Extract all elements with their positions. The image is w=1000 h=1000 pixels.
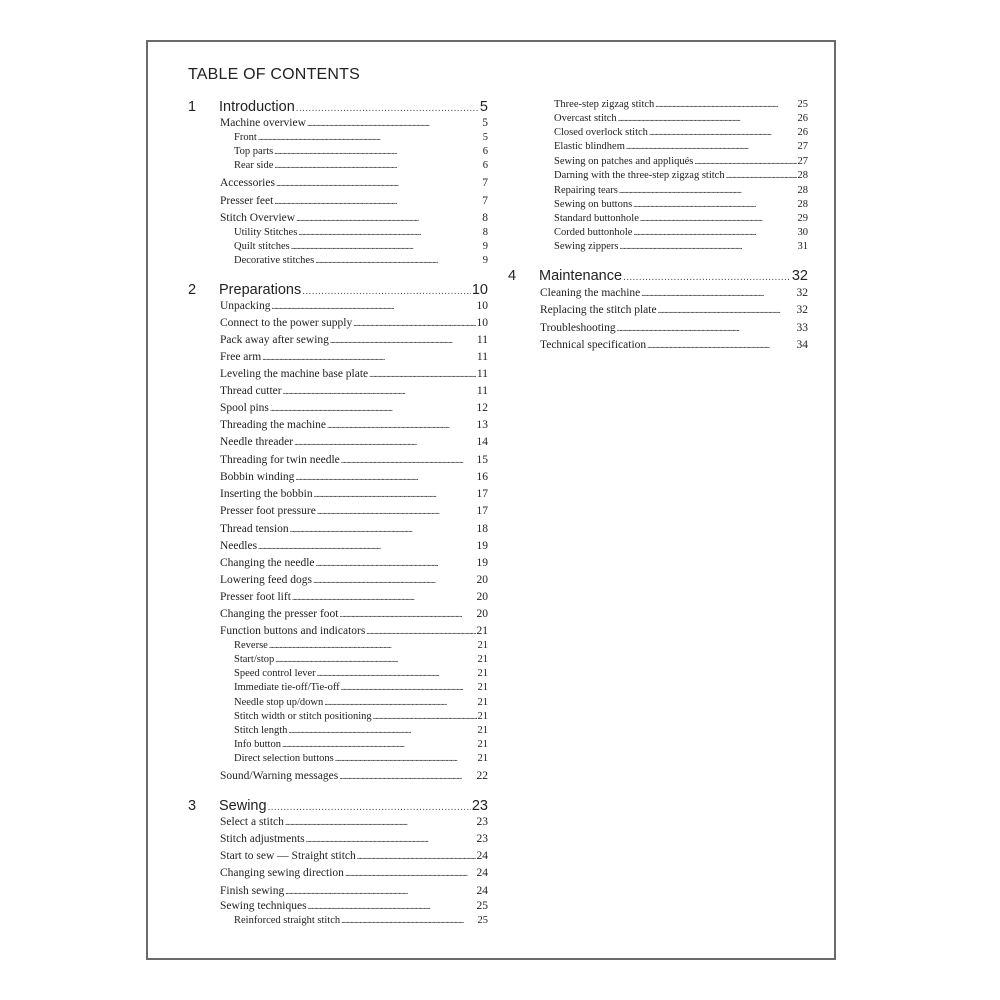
- page-number: 21: [477, 640, 488, 651]
- toc-subentry[interactable]: [554, 99, 808, 114]
- page-number: 5: [482, 132, 488, 143]
- page-number: 28: [797, 170, 808, 181]
- page-number: 25: [476, 900, 488, 912]
- dot-leader: [262, 351, 476, 363]
- page-number: 21: [477, 711, 488, 722]
- page-number: 6: [482, 146, 488, 157]
- entry-title: Machine overview: [220, 117, 306, 129]
- entry-title: Speed control lever: [234, 668, 316, 679]
- dot-leader: [641, 287, 795, 299]
- entry-title: Changing the needle: [220, 557, 315, 569]
- page-number: 19: [476, 557, 488, 569]
- entry-title: Changing the presser foot: [220, 608, 339, 620]
- toc-entry[interactable]: [220, 117, 488, 132]
- toc-entry[interactable]: [220, 177, 488, 192]
- toc-subentry[interactable]: [234, 725, 488, 740]
- dot-leader: [335, 753, 477, 764]
- entry-title: Sewing zippers: [554, 241, 619, 252]
- entry-title: Corded buttonhole: [554, 227, 633, 238]
- entry-title: Start/stop: [234, 654, 275, 665]
- dot-leader: [341, 454, 476, 466]
- dot-leader: [357, 850, 476, 862]
- dot-leader: [296, 99, 479, 115]
- dot-leader: [658, 304, 796, 316]
- page-number: 21: [477, 753, 488, 764]
- dot-leader: [276, 177, 481, 189]
- page-number: 27: [797, 141, 808, 152]
- dot-leader: [258, 132, 482, 143]
- dot-leader: [315, 255, 482, 266]
- toc-subentry[interactable]: [234, 753, 488, 768]
- dot-leader: [306, 833, 476, 845]
- page-number: 25: [477, 915, 488, 926]
- entry-title: Immediate tie-off/Tie-off: [234, 682, 340, 693]
- page-number: 11: [476, 351, 488, 363]
- page-number: 19: [476, 540, 488, 552]
- toc-entry[interactable]: [220, 574, 488, 589]
- dot-leader: [270, 402, 476, 414]
- toc-subentry[interactable]: [234, 739, 488, 754]
- page-number: 11: [476, 334, 488, 346]
- entry-title: Spool pins: [220, 402, 269, 414]
- entry-title: Unpacking: [220, 300, 271, 312]
- toc-subentry[interactable]: [554, 185, 808, 200]
- dot-leader: [268, 798, 471, 814]
- dot-leader: [294, 436, 475, 448]
- toc-entry[interactable]: [540, 339, 808, 354]
- entry-title: Finish sewing: [220, 885, 285, 897]
- dot-leader: [619, 185, 797, 196]
- page-number: 23: [476, 833, 488, 845]
- page-number: 13: [476, 419, 488, 431]
- entry-title: Maintenance: [539, 268, 623, 284]
- page-number: 21: [477, 668, 488, 679]
- toc-entry[interactable]: [220, 591, 488, 606]
- entry-title: Stitch width or stitch positioning: [234, 711, 372, 722]
- dot-leader: [282, 739, 477, 750]
- entry-title: Standard buttonhole: [554, 213, 639, 224]
- entry-title: Select a stitch: [220, 816, 284, 828]
- toc-chapter[interactable]: [188, 99, 488, 119]
- entry-title: Threading for twin needle: [220, 454, 340, 466]
- chapter-number: 3: [188, 798, 197, 814]
- toc-entry[interactable]: [220, 625, 488, 640]
- toc-entry[interactable]: [220, 488, 488, 503]
- entry-title: Thread tension: [220, 523, 289, 535]
- page-number: 33: [796, 322, 808, 334]
- toc-subentry[interactable]: [554, 113, 808, 128]
- page-number: 28: [797, 199, 808, 210]
- toc-entry[interactable]: [220, 368, 488, 383]
- toc-entry[interactable]: [220, 770, 488, 785]
- page-number: 18: [476, 523, 488, 535]
- dot-leader: [373, 711, 477, 722]
- page-number: 21: [476, 625, 488, 637]
- toc-entry[interactable]: [220, 300, 488, 315]
- toc-entry[interactable]: [220, 816, 488, 831]
- toc-entry[interactable]: [220, 471, 488, 486]
- entry-title: Sound/Warning messages: [220, 770, 339, 782]
- page-number: 15: [476, 454, 488, 466]
- dot-leader: [626, 141, 797, 152]
- page-number: 26: [797, 113, 808, 124]
- page-number: 14: [476, 436, 488, 448]
- entry-title: Stitch length: [234, 725, 288, 736]
- page-number: 24: [476, 885, 488, 897]
- dot-leader: [292, 591, 476, 603]
- toc-entry[interactable]: [220, 505, 488, 520]
- page-number: 25: [797, 99, 808, 110]
- page-number: 23: [471, 798, 488, 814]
- entry-title: Needles: [220, 540, 258, 552]
- page-number: 22: [476, 770, 488, 782]
- toc-entry[interactable]: [220, 850, 488, 865]
- page-number: 20: [476, 608, 488, 620]
- dot-leader: [298, 227, 481, 238]
- entry-title: Needle threader: [220, 436, 294, 448]
- dot-leader: [640, 213, 797, 224]
- dot-leader: [647, 339, 795, 351]
- entry-title: Stitch adjustments: [220, 833, 305, 845]
- dot-leader: [295, 471, 475, 483]
- page-number: 29: [797, 213, 808, 224]
- dot-leader: [290, 523, 476, 535]
- entry-title: Presser foot pressure: [220, 505, 316, 517]
- dot-leader: [313, 574, 476, 586]
- toc-entry[interactable]: [220, 212, 488, 227]
- toc-subentry[interactable]: [554, 241, 808, 256]
- page-number: 20: [476, 574, 488, 586]
- toc-entry[interactable]: [220, 523, 488, 538]
- entry-title: Pack away after sewing: [220, 334, 329, 346]
- toc-entry[interactable]: [540, 322, 808, 337]
- toc-entry[interactable]: [220, 885, 488, 900]
- dot-leader: [285, 816, 476, 828]
- page-number: 10: [476, 300, 488, 312]
- entry-title: Reverse: [234, 640, 268, 651]
- page-number: 32: [791, 268, 808, 284]
- page-number: 7: [482, 195, 488, 207]
- dot-leader: [307, 117, 481, 129]
- dot-leader: [296, 212, 481, 224]
- dot-leader: [633, 199, 796, 210]
- entry-title: Quilt stitches: [234, 241, 290, 252]
- dot-leader: [623, 268, 791, 284]
- entry-title: Inserting the bobbin: [220, 488, 313, 500]
- page-number: 6: [482, 160, 488, 171]
- entry-title: Start to sew — Straight stitch: [220, 850, 356, 862]
- entry-title: Thread cutter: [220, 385, 282, 397]
- entry-title: Info button: [234, 739, 281, 750]
- toc-subentry[interactable]: [234, 132, 488, 147]
- dot-leader: [649, 127, 797, 138]
- page-number: 12: [476, 402, 488, 414]
- toc-entry[interactable]: [220, 540, 488, 555]
- page-number: 10: [476, 317, 488, 329]
- toc-subentry[interactable]: [554, 170, 808, 185]
- dot-leader: [369, 368, 476, 380]
- entry-title: Three-step zigzag stitch: [554, 99, 655, 110]
- entry-title: Elastic blindhem: [554, 141, 625, 152]
- toc-entry[interactable]: [220, 402, 488, 417]
- toc-entry[interactable]: [220, 351, 488, 366]
- dot-leader: [330, 334, 476, 346]
- toc-chapter[interactable]: [508, 268, 808, 288]
- page-number: 8: [482, 227, 488, 238]
- page-number: 21: [477, 739, 488, 750]
- page-number: 31: [797, 241, 808, 252]
- dot-leader: [633, 227, 796, 238]
- toc-subentry[interactable]: [234, 227, 488, 242]
- page-number: 26: [797, 127, 808, 138]
- entry-title: Presser feet: [220, 195, 274, 207]
- document-page: [146, 40, 836, 960]
- toc-entry[interactable]: [220, 608, 488, 623]
- dot-leader: [339, 770, 475, 782]
- toc-chapter[interactable]: [188, 798, 488, 818]
- page-number: 32: [796, 287, 808, 299]
- dot-leader: [274, 160, 481, 171]
- toc-entry[interactable]: [220, 454, 488, 469]
- toc-entry[interactable]: [220, 557, 488, 572]
- toc-subentry[interactable]: [554, 213, 808, 228]
- entry-title: Bobbin winding: [220, 471, 295, 483]
- toc-title: TABLE OF CONTENTS: [188, 66, 361, 83]
- entry-title: Sewing techniques: [220, 900, 307, 912]
- page-number: 9: [482, 241, 488, 252]
- page-number: 21: [477, 725, 488, 736]
- page-number: 7: [482, 177, 488, 189]
- entry-title: Connect to the power supply: [220, 317, 353, 329]
- dot-leader: [285, 885, 475, 897]
- toc-subentry[interactable]: [554, 156, 808, 171]
- page-number: 20: [476, 591, 488, 603]
- chapter-number: 1: [188, 99, 197, 115]
- page-number: 11: [476, 385, 488, 397]
- page-number: 21: [477, 654, 488, 665]
- dot-leader: [366, 625, 475, 637]
- toc-entry[interactable]: [220, 867, 488, 882]
- toc-entry[interactable]: [220, 436, 488, 451]
- dot-leader: [327, 419, 475, 431]
- chapter-number: 4: [508, 268, 517, 284]
- dot-leader: [314, 488, 476, 500]
- page-number: 9: [482, 255, 488, 266]
- entry-title: Top parts: [234, 146, 274, 157]
- dot-leader: [258, 540, 475, 552]
- page-number: 24: [476, 850, 488, 862]
- dot-leader: [275, 654, 476, 665]
- entry-title: Stitch Overview: [220, 212, 296, 224]
- page-number: 21: [477, 682, 488, 693]
- dot-leader: [655, 99, 796, 110]
- entry-title: Function buttons and indicators: [220, 625, 366, 637]
- page-number: 32: [796, 304, 808, 316]
- entry-title: Free arm: [220, 351, 262, 363]
- entry-title: Accessories: [220, 177, 275, 189]
- entry-title: Sewing on buttons: [554, 199, 633, 210]
- toc-subentry[interactable]: [234, 241, 488, 256]
- entry-title: Troubleshooting: [540, 322, 616, 334]
- dot-leader: [302, 282, 471, 298]
- dot-leader: [317, 505, 476, 517]
- toc-entry[interactable]: [220, 334, 488, 349]
- toc-subentry[interactable]: [234, 160, 488, 175]
- toc-entry[interactable]: [220, 833, 488, 848]
- toc-chapter[interactable]: [188, 282, 488, 302]
- page-number: 8: [482, 212, 488, 224]
- dot-leader: [619, 241, 796, 252]
- toc-subentry[interactable]: [234, 654, 488, 669]
- entry-title: Closed overlock stitch: [554, 127, 648, 138]
- toc-subentry[interactable]: [234, 697, 488, 712]
- dot-leader: [291, 241, 482, 252]
- page-number: 5: [479, 99, 488, 115]
- entry-title: Threading the machine: [220, 419, 327, 431]
- toc-subentry[interactable]: [554, 227, 808, 242]
- dot-leader: [618, 113, 797, 124]
- page-number: 30: [797, 227, 808, 238]
- dot-leader: [274, 195, 481, 207]
- dot-leader: [269, 640, 477, 651]
- page-number: 5: [482, 117, 488, 129]
- chapter-number: 2: [188, 282, 197, 298]
- entry-title: Replacing the stitch plate: [540, 304, 657, 316]
- entry-title: Overcast stitch: [554, 113, 617, 124]
- dot-leader: [694, 156, 796, 167]
- entry-title: Presser foot lift: [220, 591, 291, 603]
- entry-title: Rear side: [234, 160, 274, 171]
- entry-title: Cleaning the machine: [540, 287, 641, 299]
- page-number: 21: [477, 697, 488, 708]
- entry-title: Introduction: [219, 99, 295, 115]
- page-number: 10: [471, 282, 488, 298]
- page-number: 27: [797, 156, 808, 167]
- toc-subentry[interactable]: [234, 682, 488, 697]
- entry-title: Decorative stitches: [234, 255, 315, 266]
- entry-title: Direct selection buttons: [234, 753, 334, 764]
- entry-title: Darning with the three-step zigzag stitch: [554, 170, 725, 181]
- toc-entry[interactable]: [220, 317, 488, 332]
- dot-leader: [324, 697, 476, 708]
- dot-leader: [308, 900, 476, 912]
- entry-title: Front: [234, 132, 257, 143]
- toc-subentry[interactable]: [234, 255, 488, 270]
- dot-leader: [345, 867, 476, 879]
- dot-leader: [617, 322, 796, 334]
- entry-title: Leveling the machine base plate: [220, 368, 369, 380]
- dot-leader: [288, 725, 476, 736]
- dot-leader: [340, 608, 476, 620]
- toc-entry[interactable]: [540, 287, 808, 302]
- page-number: 34: [796, 339, 808, 351]
- toc-subentry[interactable]: [554, 127, 808, 142]
- entry-title: Preparations: [219, 282, 302, 298]
- page-number: 17: [476, 505, 488, 517]
- page-number: 11: [476, 368, 488, 380]
- entry-title: Changing sewing direction: [220, 867, 344, 879]
- dot-leader: [271, 300, 475, 312]
- toc-subentry[interactable]: [234, 640, 488, 655]
- page-number: 24: [476, 867, 488, 879]
- entry-title: Sewing on patches and appliqués: [554, 156, 694, 167]
- entry-title: Repairing tears: [554, 185, 618, 196]
- toc-subentry[interactable]: [554, 199, 808, 214]
- dot-leader: [341, 915, 476, 926]
- dot-leader: [316, 557, 476, 569]
- toc-subentry[interactable]: [554, 141, 808, 156]
- entry-title: Utility Stitches: [234, 227, 298, 238]
- toc-entry[interactable]: [220, 419, 488, 434]
- entry-title: Needle stop up/down: [234, 697, 324, 708]
- toc-entry[interactable]: [220, 900, 488, 915]
- entry-title: Technical specification: [540, 339, 647, 351]
- page-number: 16: [476, 471, 488, 483]
- toc-subentry[interactable]: [234, 915, 488, 930]
- dot-leader: [341, 682, 477, 693]
- toc-entry[interactable]: [220, 385, 488, 400]
- page-number: 23: [476, 816, 488, 828]
- toc-subentry[interactable]: [234, 146, 488, 161]
- dot-leader: [283, 385, 476, 397]
- entry-title: Reinforced straight stitch: [234, 915, 341, 926]
- dot-leader: [274, 146, 482, 157]
- toc-subentry[interactable]: [234, 711, 488, 726]
- dot-leader: [317, 668, 477, 679]
- page-number: 17: [476, 488, 488, 500]
- page-number: 28: [797, 185, 808, 196]
- entry-title: Sewing: [219, 798, 267, 814]
- dot-leader: [353, 317, 475, 329]
- dot-leader: [726, 170, 797, 181]
- toc-entry[interactable]: [220, 195, 488, 210]
- toc-subentry[interactable]: [234, 668, 488, 683]
- toc-entry[interactable]: [540, 304, 808, 319]
- entry-title: Lowering feed dogs: [220, 574, 312, 586]
